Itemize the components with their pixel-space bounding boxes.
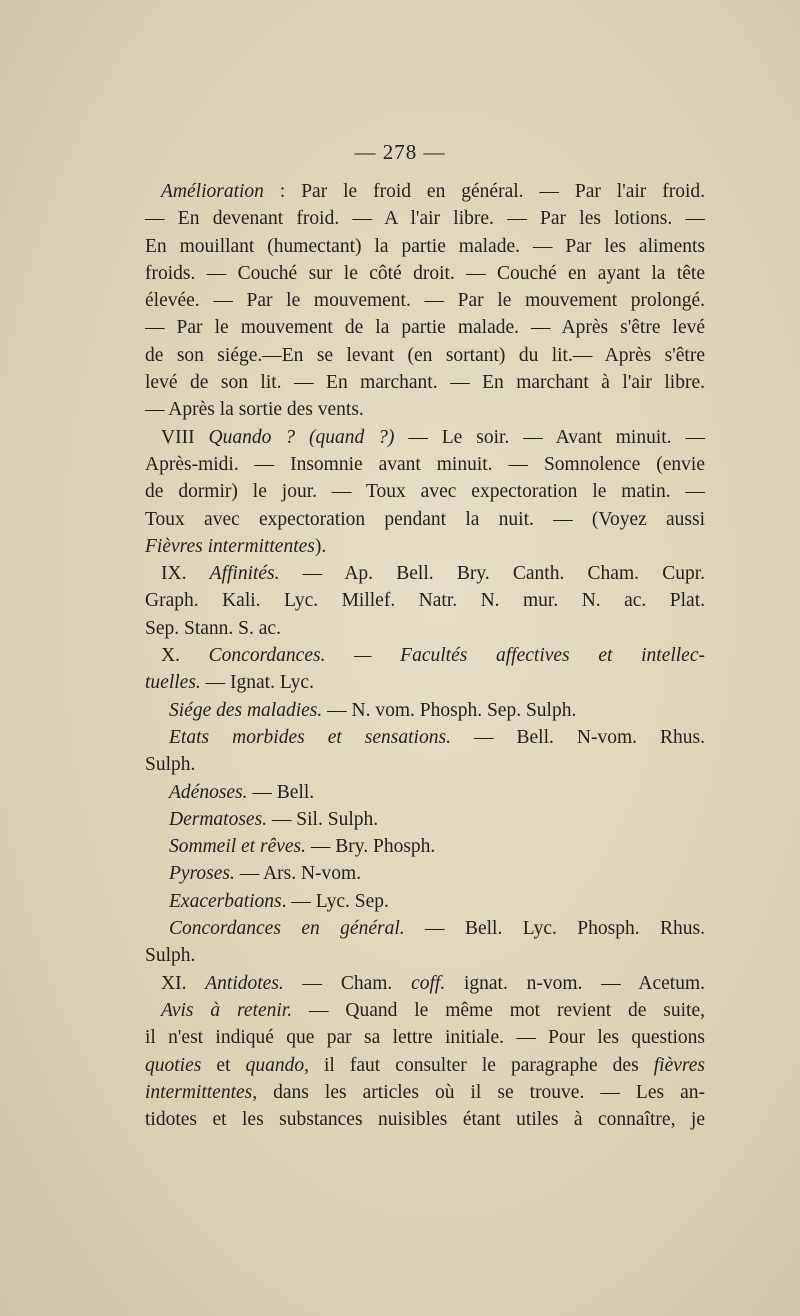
text: XI. <box>161 972 206 994</box>
text: — Bell. Lyc. Phosph. Rhus. <box>404 918 705 940</box>
text-line <box>145 260 705 287</box>
text: — Bell. N-vom. Rhus. <box>450 726 706 748</box>
text: — Bell. <box>247 781 315 803</box>
text-line <box>145 642 705 669</box>
text: — Quand le même mot revient de suite, <box>292 999 705 1021</box>
text-line <box>145 806 705 833</box>
text: Graph. Kali. Lyc. Millef. Natr. N. mur. N. ac. Plat. <box>145 590 705 612</box>
italic-text: Concordances. — Facultés affectives et intellec- <box>208 645 705 667</box>
italic-text: Antidotes. <box>205 972 284 994</box>
text: Après-midi. — Insomnie avant minuit. — Somnolence (envie <box>145 453 705 475</box>
text: — Par le mouvement de la partie malade. — Après s'être levé <box>145 317 705 339</box>
text-line <box>145 451 705 478</box>
text-line <box>145 1079 705 1106</box>
italic-text: tuelles. <box>145 672 201 694</box>
text: levé de son lit. — En marchant. — En marchant à l'air libre. <box>145 372 705 394</box>
text: froids. — Couché sur le côté droit. — Couché en ayant la tête <box>145 262 705 284</box>
text: — Ap. Bell. Bry. Canth. Cham. Cupr. <box>279 563 705 585</box>
italic-text: Sommeil et rêves. <box>169 836 306 858</box>
italic-text: intermittentes <box>145 1081 253 1103</box>
italic-text: fièvres <box>653 1054 705 1076</box>
text-line <box>145 942 705 969</box>
text-line <box>145 888 705 915</box>
text-line <box>145 233 705 260</box>
text-line <box>145 506 705 533</box>
italic-text: Exacerbations <box>169 890 282 912</box>
text-line <box>145 697 705 724</box>
text: : Par le froid en général. — Par l'air froid. <box>263 181 705 202</box>
text: ignat. n-vom. — Acetum. <box>445 972 705 994</box>
text: VIII <box>161 426 209 448</box>
italic-text: Quando ? (quand ?) <box>208 426 395 448</box>
text-line <box>145 915 705 942</box>
text: Sep. Stann. S. ac. <box>145 617 281 639</box>
body-text <box>145 178 705 1133</box>
text-line <box>145 396 705 423</box>
italic-text: Affinités. <box>209 563 280 585</box>
text-line <box>145 178 705 205</box>
italic-text: coff. <box>411 972 446 994</box>
text: — Ignat. Lyc. <box>200 672 314 694</box>
italic-text: Dermatoses. <box>169 808 268 830</box>
text: , il faut consulter le paragraphe des <box>304 1054 654 1076</box>
text: — Ars. N-vom. <box>234 863 362 885</box>
text: et <box>201 1054 246 1076</box>
text: — Cham. <box>283 972 412 994</box>
text-line <box>145 1106 705 1133</box>
text: IX. <box>161 563 210 585</box>
text: , dans les articles où il se trouve. — Les an- <box>252 1081 705 1103</box>
italic-text: Adénoses. <box>169 781 248 803</box>
italic-text: Avis à retenir. <box>161 999 293 1021</box>
text-line <box>145 587 705 614</box>
text-line <box>145 369 705 396</box>
text: — Le soir. — Avant minuit. — <box>394 426 705 448</box>
text-line <box>145 1052 705 1079</box>
text: X. <box>161 645 209 667</box>
text-line <box>145 314 705 341</box>
text-line <box>145 860 705 887</box>
text: il n'est indiqué que par sa lettre initiale. — Pour les questions <box>145 1027 705 1049</box>
text: . — Lyc. Sep. <box>281 890 389 912</box>
text: Toux avec expectoration pendant la nuit. — (Voyez aussi <box>145 508 705 530</box>
text-line <box>145 205 705 232</box>
text-line <box>145 615 705 642</box>
text: — En devenant froid. — A l'air libre. — Par les lotions. — <box>145 208 705 230</box>
text: de son siége.—En se levant (en sortant) du lit.— Après s'être <box>145 344 705 366</box>
text-line <box>145 478 705 505</box>
text-line <box>145 751 705 778</box>
italic-text: Fièvres intermittentes <box>145 535 315 557</box>
italic-text: Siége des maladies. <box>169 699 323 721</box>
text-line <box>145 833 705 860</box>
text: — Sil. Sulph. <box>267 808 379 830</box>
text: — Bry. Phosph. <box>306 836 436 858</box>
text-line <box>145 970 705 997</box>
text: Sulph. <box>145 945 196 967</box>
text-line <box>145 560 705 587</box>
text-line <box>145 724 705 751</box>
text: ). <box>314 535 327 557</box>
text: Sulph. <box>145 754 196 776</box>
text-line <box>145 342 705 369</box>
italic-text: quando <box>245 1054 305 1076</box>
text: En mouillant (humectant) la partie malade. — Par les aliments <box>145 235 705 257</box>
text-line <box>145 424 705 451</box>
italic-text: Etats morbides et sensations. <box>169 726 451 748</box>
text: — Après la sortie des vents. <box>145 399 364 421</box>
text-line <box>145 287 705 314</box>
text-line <box>145 1024 705 1051</box>
italic-text: Concordances en général. <box>169 918 405 940</box>
text: de dormir) le jour. — Toux avec expectoration le matin. — <box>145 481 705 503</box>
text: tidotes et les substances nuisibles étant utiles à connaître, je <box>145 1109 705 1131</box>
italic-text: Amélioration <box>161 181 264 202</box>
italic-text: quoties <box>145 1054 202 1076</box>
text-line <box>145 997 705 1024</box>
text-line <box>145 533 705 560</box>
text: élevée. — Par le mouvement. — Par le mouvement prolongé. <box>145 290 705 312</box>
text: — N. vom. Phosph. Sep. Sulph. <box>322 699 577 721</box>
text-line <box>145 669 705 696</box>
italic-text: Pyroses. <box>169 863 235 885</box>
page-number: — 278 — <box>354 140 446 164</box>
text-line <box>145 779 705 806</box>
